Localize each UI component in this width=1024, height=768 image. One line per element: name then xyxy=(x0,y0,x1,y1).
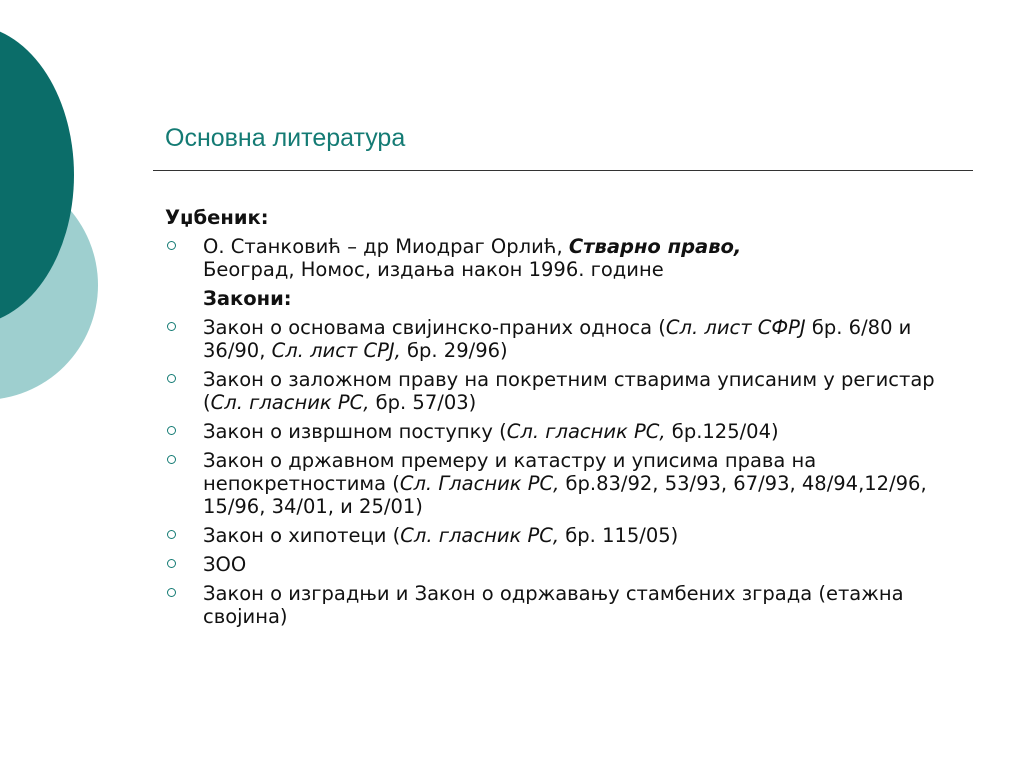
law-gazette: Сл. гласник РС, xyxy=(506,420,666,443)
circle-bullet-icon xyxy=(167,374,176,383)
title-divider xyxy=(153,170,973,171)
law-item xyxy=(165,316,965,362)
circle-bullet-icon xyxy=(167,588,176,597)
slide-title: Основна литература xyxy=(165,124,406,152)
law-text: Закон о заложном праву на покретним стварима уписаним у регистар ( xyxy=(203,368,935,414)
slide-content xyxy=(165,206,965,634)
circle-bullet-icon xyxy=(167,530,176,539)
circle-bullet-icon xyxy=(167,426,176,435)
law-text: бр.83/92, 53/93, 67/93, 48/94,12/96, 15/96, 34/01, и 25/01) xyxy=(203,472,927,518)
law-text: Закон о основама свијинско-праних односа ( xyxy=(203,316,666,339)
laws-heading: Закони: xyxy=(203,287,292,310)
law-text: бр. 29/96) xyxy=(400,339,508,362)
circle-bullet-icon xyxy=(167,241,176,250)
law-gazette: Сл. гласник РС, xyxy=(210,391,370,414)
law-text: Закон о извршном поступку ( xyxy=(203,420,507,443)
law-gazette: Сл. Гласник РС, xyxy=(399,472,560,495)
law-text: бр.125/04) xyxy=(665,420,779,443)
law-item xyxy=(165,449,965,518)
circle-bullet-icon xyxy=(167,559,176,568)
textbook-authors: О. Станковић – др Миодраг Орлић, xyxy=(203,235,569,258)
law-gazette: Сл. гласник РС, xyxy=(400,524,560,547)
textbook-item xyxy=(165,235,965,281)
law-item xyxy=(165,553,965,576)
circle-bullet-icon xyxy=(167,322,176,331)
law-item xyxy=(165,420,965,443)
textbook-details: Београд, Номос, издања након 1996. године xyxy=(203,258,664,281)
law-item xyxy=(165,582,965,628)
law-item xyxy=(165,524,965,547)
law-gazette: Сл. лист СРЈ, xyxy=(271,339,401,362)
law-text: Закон о државном премеру и катастру и уписима права на непокретностима ( xyxy=(203,449,817,495)
law-text: ЗОО xyxy=(203,553,247,576)
textbook-heading: Уџбеник: xyxy=(165,206,269,229)
circle-bullet-icon xyxy=(167,455,176,464)
law-text: Закон о хипотеци ( xyxy=(203,524,401,547)
textbook-title: Стварно право, xyxy=(568,235,742,258)
law-text: Закон о изградњи и Закон о одржавању стамбених зграда (етажна својина) xyxy=(203,582,904,628)
law-item xyxy=(165,368,965,414)
law-gazette: Сл. лист СФРЈ xyxy=(665,316,806,339)
law-text: бр. 6/80 и 36/90, xyxy=(203,316,912,362)
law-text: бр. 57/03) xyxy=(369,391,477,414)
law-text: бр. 115/05) xyxy=(559,524,679,547)
